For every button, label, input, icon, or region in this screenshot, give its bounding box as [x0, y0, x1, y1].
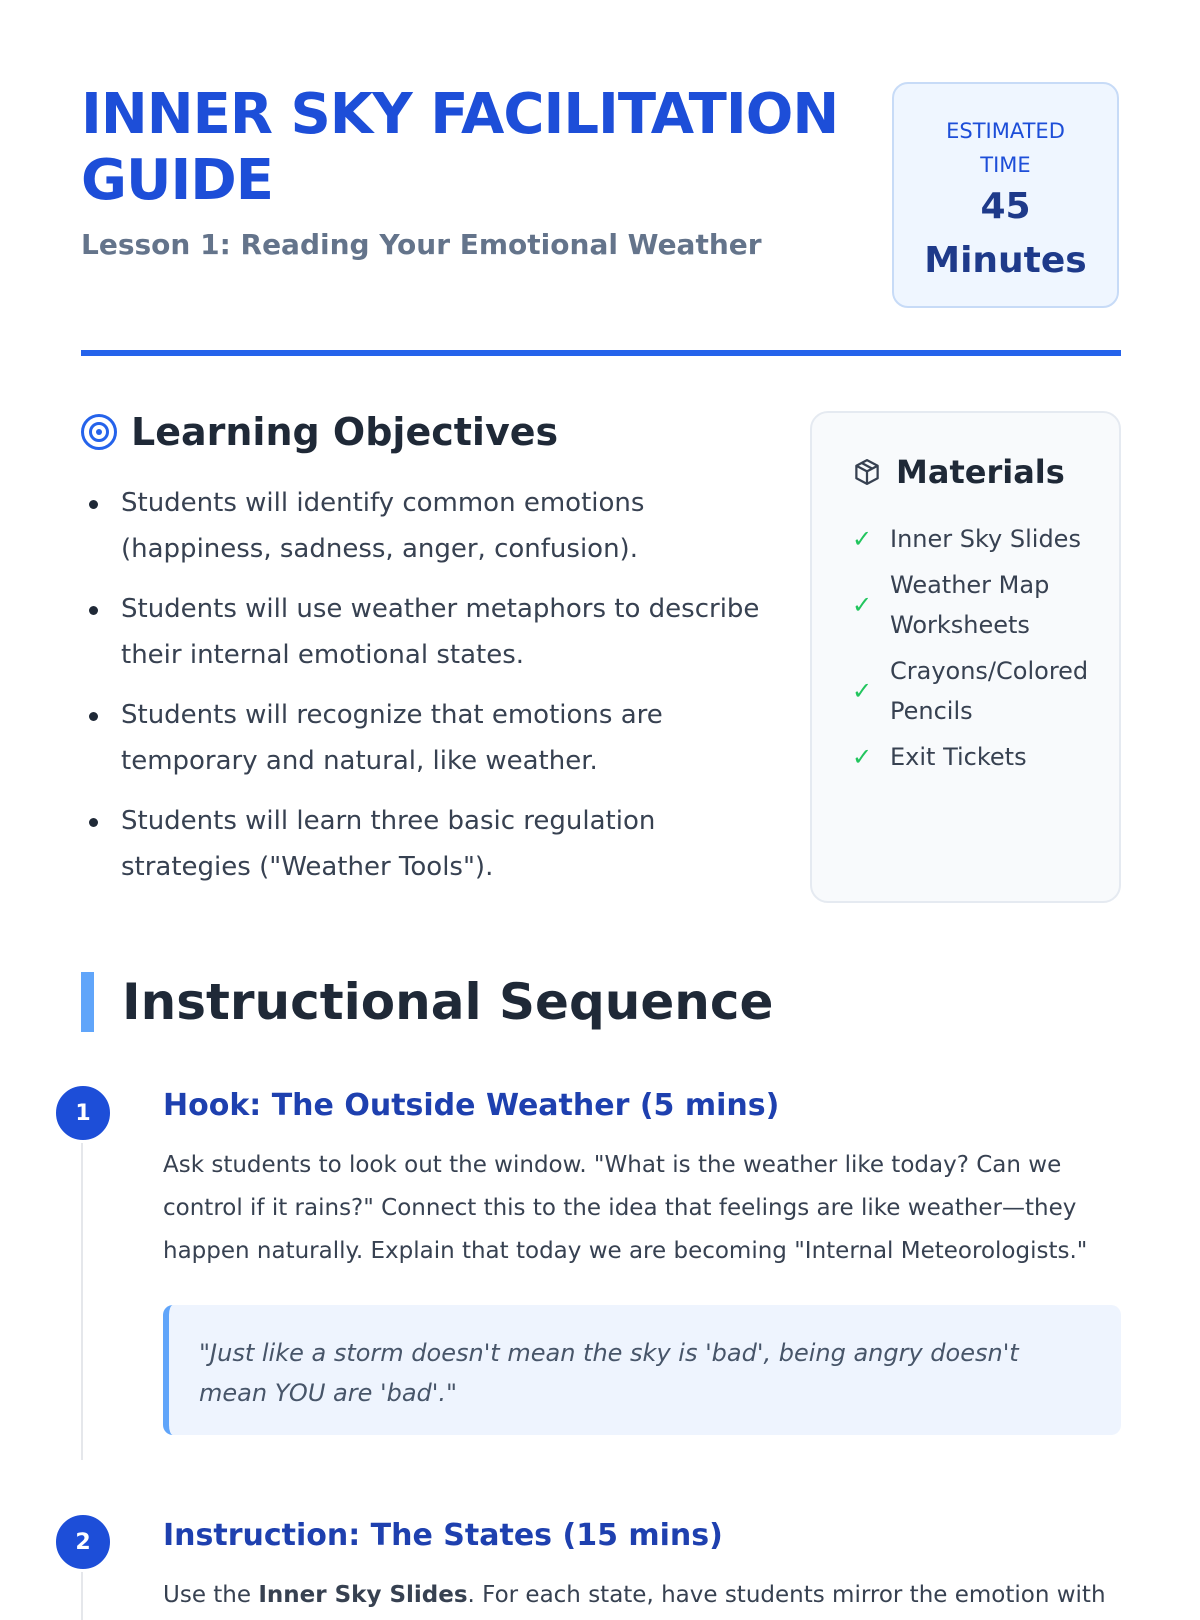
step-number-badge: 2 — [53, 1512, 113, 1572]
learning-objectives-section — [81, 410, 781, 904]
step-body: Ask students to look out the window. "What is the weather like today? Can we control if it rains?" Connect this to the idea that feelings are like weather—they happen naturally. Explain that today we are becoming "Internal Meteorologists." — [163, 1152, 1088, 1264]
check-icon: ✓ — [852, 591, 873, 619]
material-label: Inner Sky Slides — [890, 525, 1081, 553]
list-item: Students will learn three basic regulation strategies ("Weather Tools"). — [81, 798, 761, 890]
check-icon: ✓ — [852, 743, 873, 771]
estimated-time-value: 45 Minutes — [924, 186, 1087, 281]
step-body-bold: Inner Sky Slides — [258, 1582, 468, 1608]
guide-header — [81, 82, 1121, 312]
list-item — [852, 565, 1081, 645]
material-label: Crayons/Colored Pencils — [890, 657, 1089, 725]
step-body-prefix: Use the — [163, 1582, 259, 1608]
list-item — [852, 651, 1089, 731]
step-quote: "Just like a storm doesn't mean the sky is 'bad', being angry doesn't mean YOU are 'bad'." — [163, 1305, 1121, 1435]
target-icon — [81, 414, 117, 450]
list-item: Students will identify common emotions (happiness, sadness, anger, confusion). — [81, 480, 761, 572]
lesson-subtitle: Lesson 1: Reading Your Emotional Weather — [81, 228, 762, 261]
material-label: Exit Tickets — [890, 743, 1027, 771]
step-title: Instruction: The States (15 mins) — [163, 1518, 723, 1553]
sequence-heading: Instructional Sequence — [122, 973, 774, 1031]
material-label: Weather Map Worksheets — [890, 571, 1050, 639]
section-accent-bar — [81, 972, 94, 1032]
step-title: Hook: The Outside Weather (5 mins) — [163, 1088, 780, 1123]
objectives-heading-row — [81, 410, 781, 454]
sequence-heading-row — [81, 972, 773, 1032]
list-item — [852, 737, 1081, 777]
list-item: Students will recognize that emotions are temporary and natural, like weather. — [81, 692, 761, 784]
step-body-suffix: . For each state, have students mirror the emotion with — [467, 1582, 1106, 1608]
list-item — [852, 519, 1081, 559]
check-icon: ✓ — [852, 677, 873, 705]
timeline-line — [81, 1110, 83, 1460]
page-title: INNER SKY FACILITATION GUIDE — [81, 82, 839, 213]
header-divider — [81, 350, 1121, 356]
step-number-badge: 1 — [53, 1083, 113, 1143]
box-icon — [852, 457, 882, 487]
materials-heading-row — [852, 453, 1081, 491]
objectives-heading: Learning Objectives — [131, 410, 559, 454]
step-body — [163, 1574, 1123, 1617]
list-item: Students will use weather metaphors to describe their internal emotional states. — [81, 586, 761, 678]
check-icon: ✓ — [852, 525, 873, 553]
estimated-time-label: ESTIMATED TIME — [946, 119, 1065, 177]
materials-heading: Materials — [896, 453, 1065, 491]
materials-list — [852, 519, 1089, 777]
materials-card — [810, 411, 1121, 903]
objectives-list — [81, 480, 781, 890]
estimated-time-card — [892, 82, 1119, 308]
